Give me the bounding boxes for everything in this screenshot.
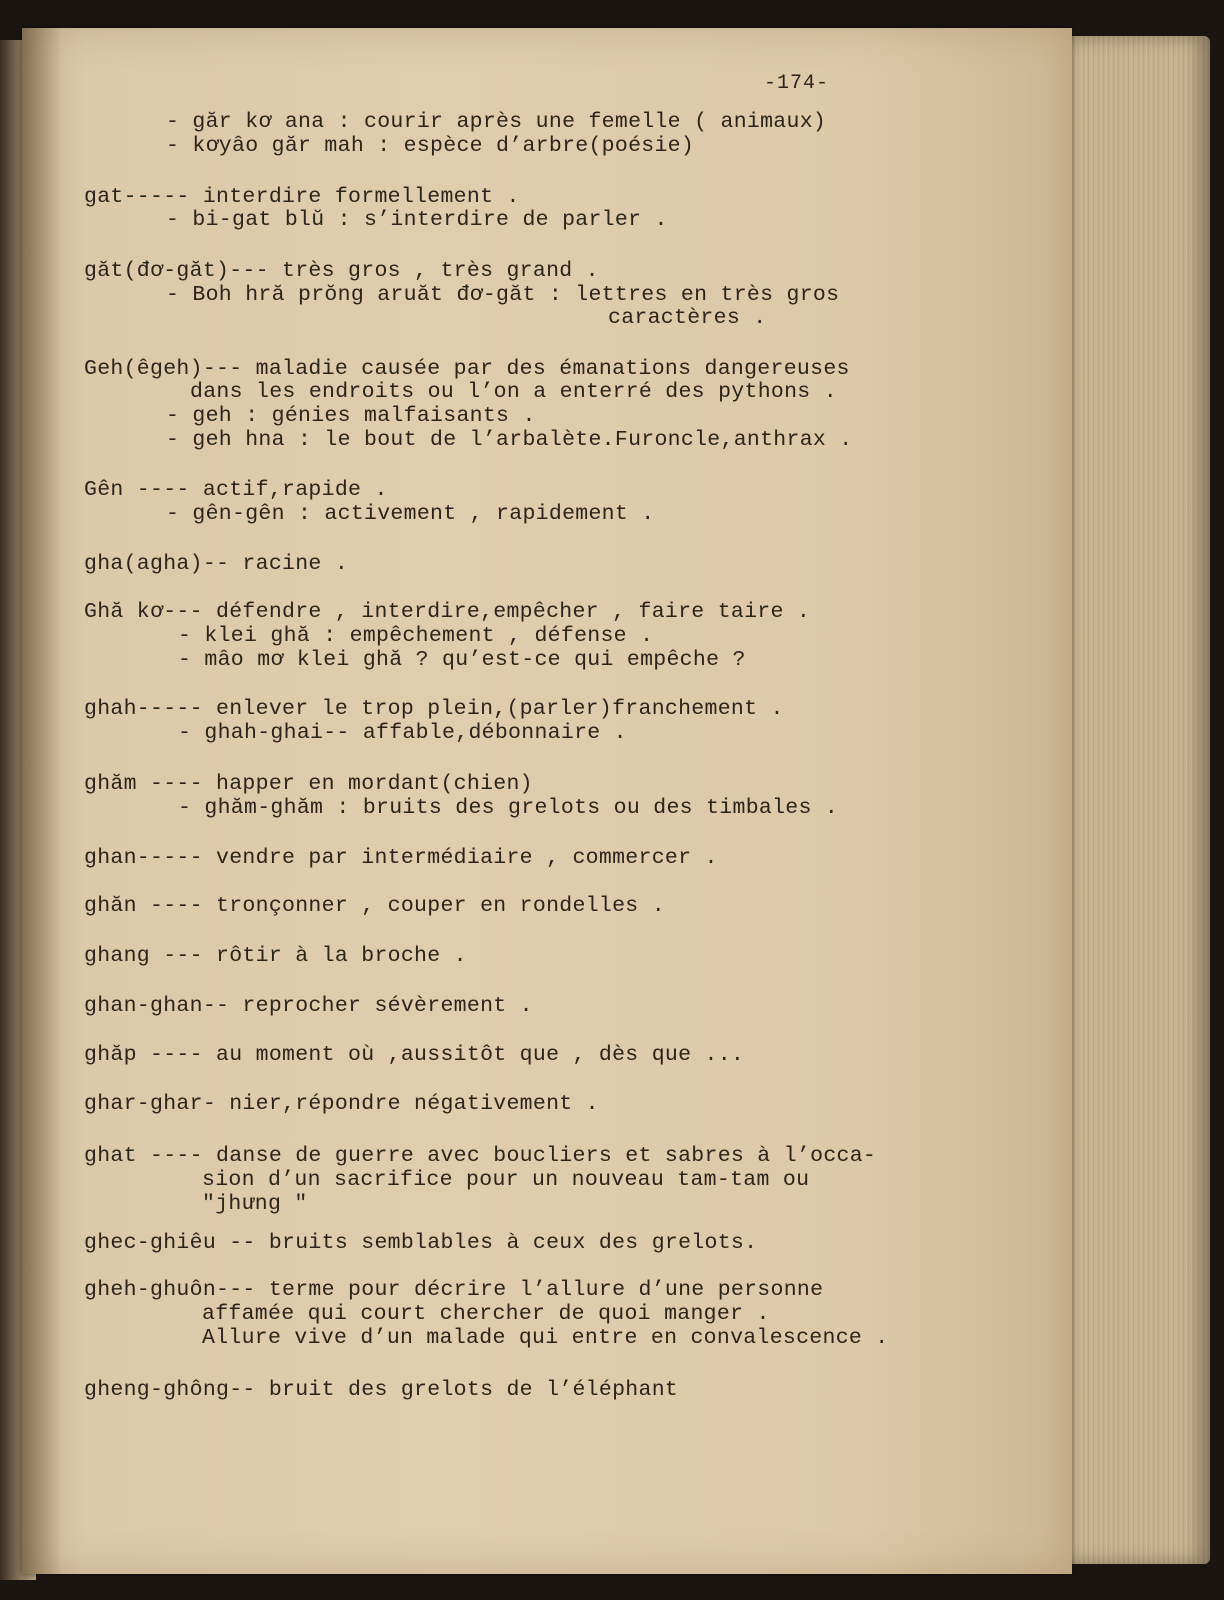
entry-headword-line: Geh(êgeh)--- maladie causée par des émanations dangereuses [84, 357, 850, 381]
entry-line: - Boh hră prŏng aruăt đơ-găt : lettres en très gros [166, 283, 840, 307]
dictionary-page [22, 28, 1072, 1574]
entry-headword-line: ghat ---- danse de guerre avec boucliers et sabres à l’occa- [84, 1144, 877, 1168]
entry-line: affamée qui court chercher de quoi manger . [202, 1302, 770, 1326]
entry-headword-line: gha(agha)-- racine . [84, 552, 349, 576]
entry-headword-line: ghan-ghan-- reprocher sévèrement . [84, 994, 533, 1018]
entry-line: - geh hna : le bout de l’arbalète.Furoncle,anthrax . [166, 428, 853, 452]
entry-line: - geh : génies malfaisants . [166, 404, 536, 428]
entry-headword-line: Ghă kơ--- défendre , interdire,empêcher , faire taire . [84, 600, 811, 624]
entry-line: - gên-gên : activement , rapidement . [166, 502, 655, 526]
entry-line: - găr kơ ana : courir après une femelle ( animaux) [166, 110, 827, 134]
entry-line: Allure vive d’un malade qui entre en convalescence . [202, 1326, 889, 1350]
entry-line: - ghăm-ghăm : bruits des grelots ou des timbales . [178, 796, 839, 820]
entry-headword-line: găt(đơ-găt)--- très gros , très grand . [84, 259, 599, 283]
entry-line: caractères . [608, 306, 767, 330]
entry-headword-line: gat----- interdire formellement . [84, 185, 520, 209]
entry-line: "jhưng " [202, 1192, 308, 1216]
entry-line: - mâo mơ klei ghă ? qu’est-ce qui empêche ? [178, 648, 746, 672]
spine-shadow [22, 28, 62, 1574]
entry-headword-line: Gên ---- actif,rapide . [84, 478, 388, 502]
entry-line: - klei ghă : empêchement , défense . [178, 624, 654, 648]
entry-headword-line: ghăm ---- happer en mordant(chien) [84, 772, 533, 796]
entry-headword-line: ghar-ghar- nier,répondre négativement . [84, 1092, 599, 1116]
entry-line: - kơyâo găr mah : espèce d’arbre(poésie) [166, 134, 695, 158]
page-number: -174- [764, 72, 830, 95]
entry-headword-line: gheh-ghuôn--- terme pour décrire l’allure d’une personne [84, 1278, 824, 1302]
entry-headword-line: ghec-ghiêu -- bruits semblables à ceux des grelots. [84, 1231, 758, 1255]
page-edges [1060, 36, 1210, 1564]
entry-headword-line: ghăn ---- tronçonner , couper en rondelles . [84, 894, 665, 918]
entry-line: - bi-gat blŭ : s’interdire de parler . [166, 208, 668, 232]
entry-headword-line: ghăp ---- au moment où ,aussitôt que , dès que ... [84, 1043, 745, 1067]
entry-line: dans les endroits ou l’on a enterré des pythons . [190, 380, 837, 404]
entry-headword-line: ghang --- rôtir à la broche . [84, 944, 467, 968]
entry-line: sion d’un sacrifice pour un nouveau tam-tam ou [202, 1168, 810, 1192]
entry-headword-line: gheng-ghông-- bruit des grelots de l’éléphant [84, 1378, 679, 1402]
entry-line: - ghah-ghai-- affable,débonnaire . [178, 721, 627, 745]
entry-headword-line: ghah----- enlever le trop plein,(parler)franchement . [84, 697, 784, 721]
entry-headword-line: ghan----- vendre par intermédiaire , commercer . [84, 846, 718, 870]
